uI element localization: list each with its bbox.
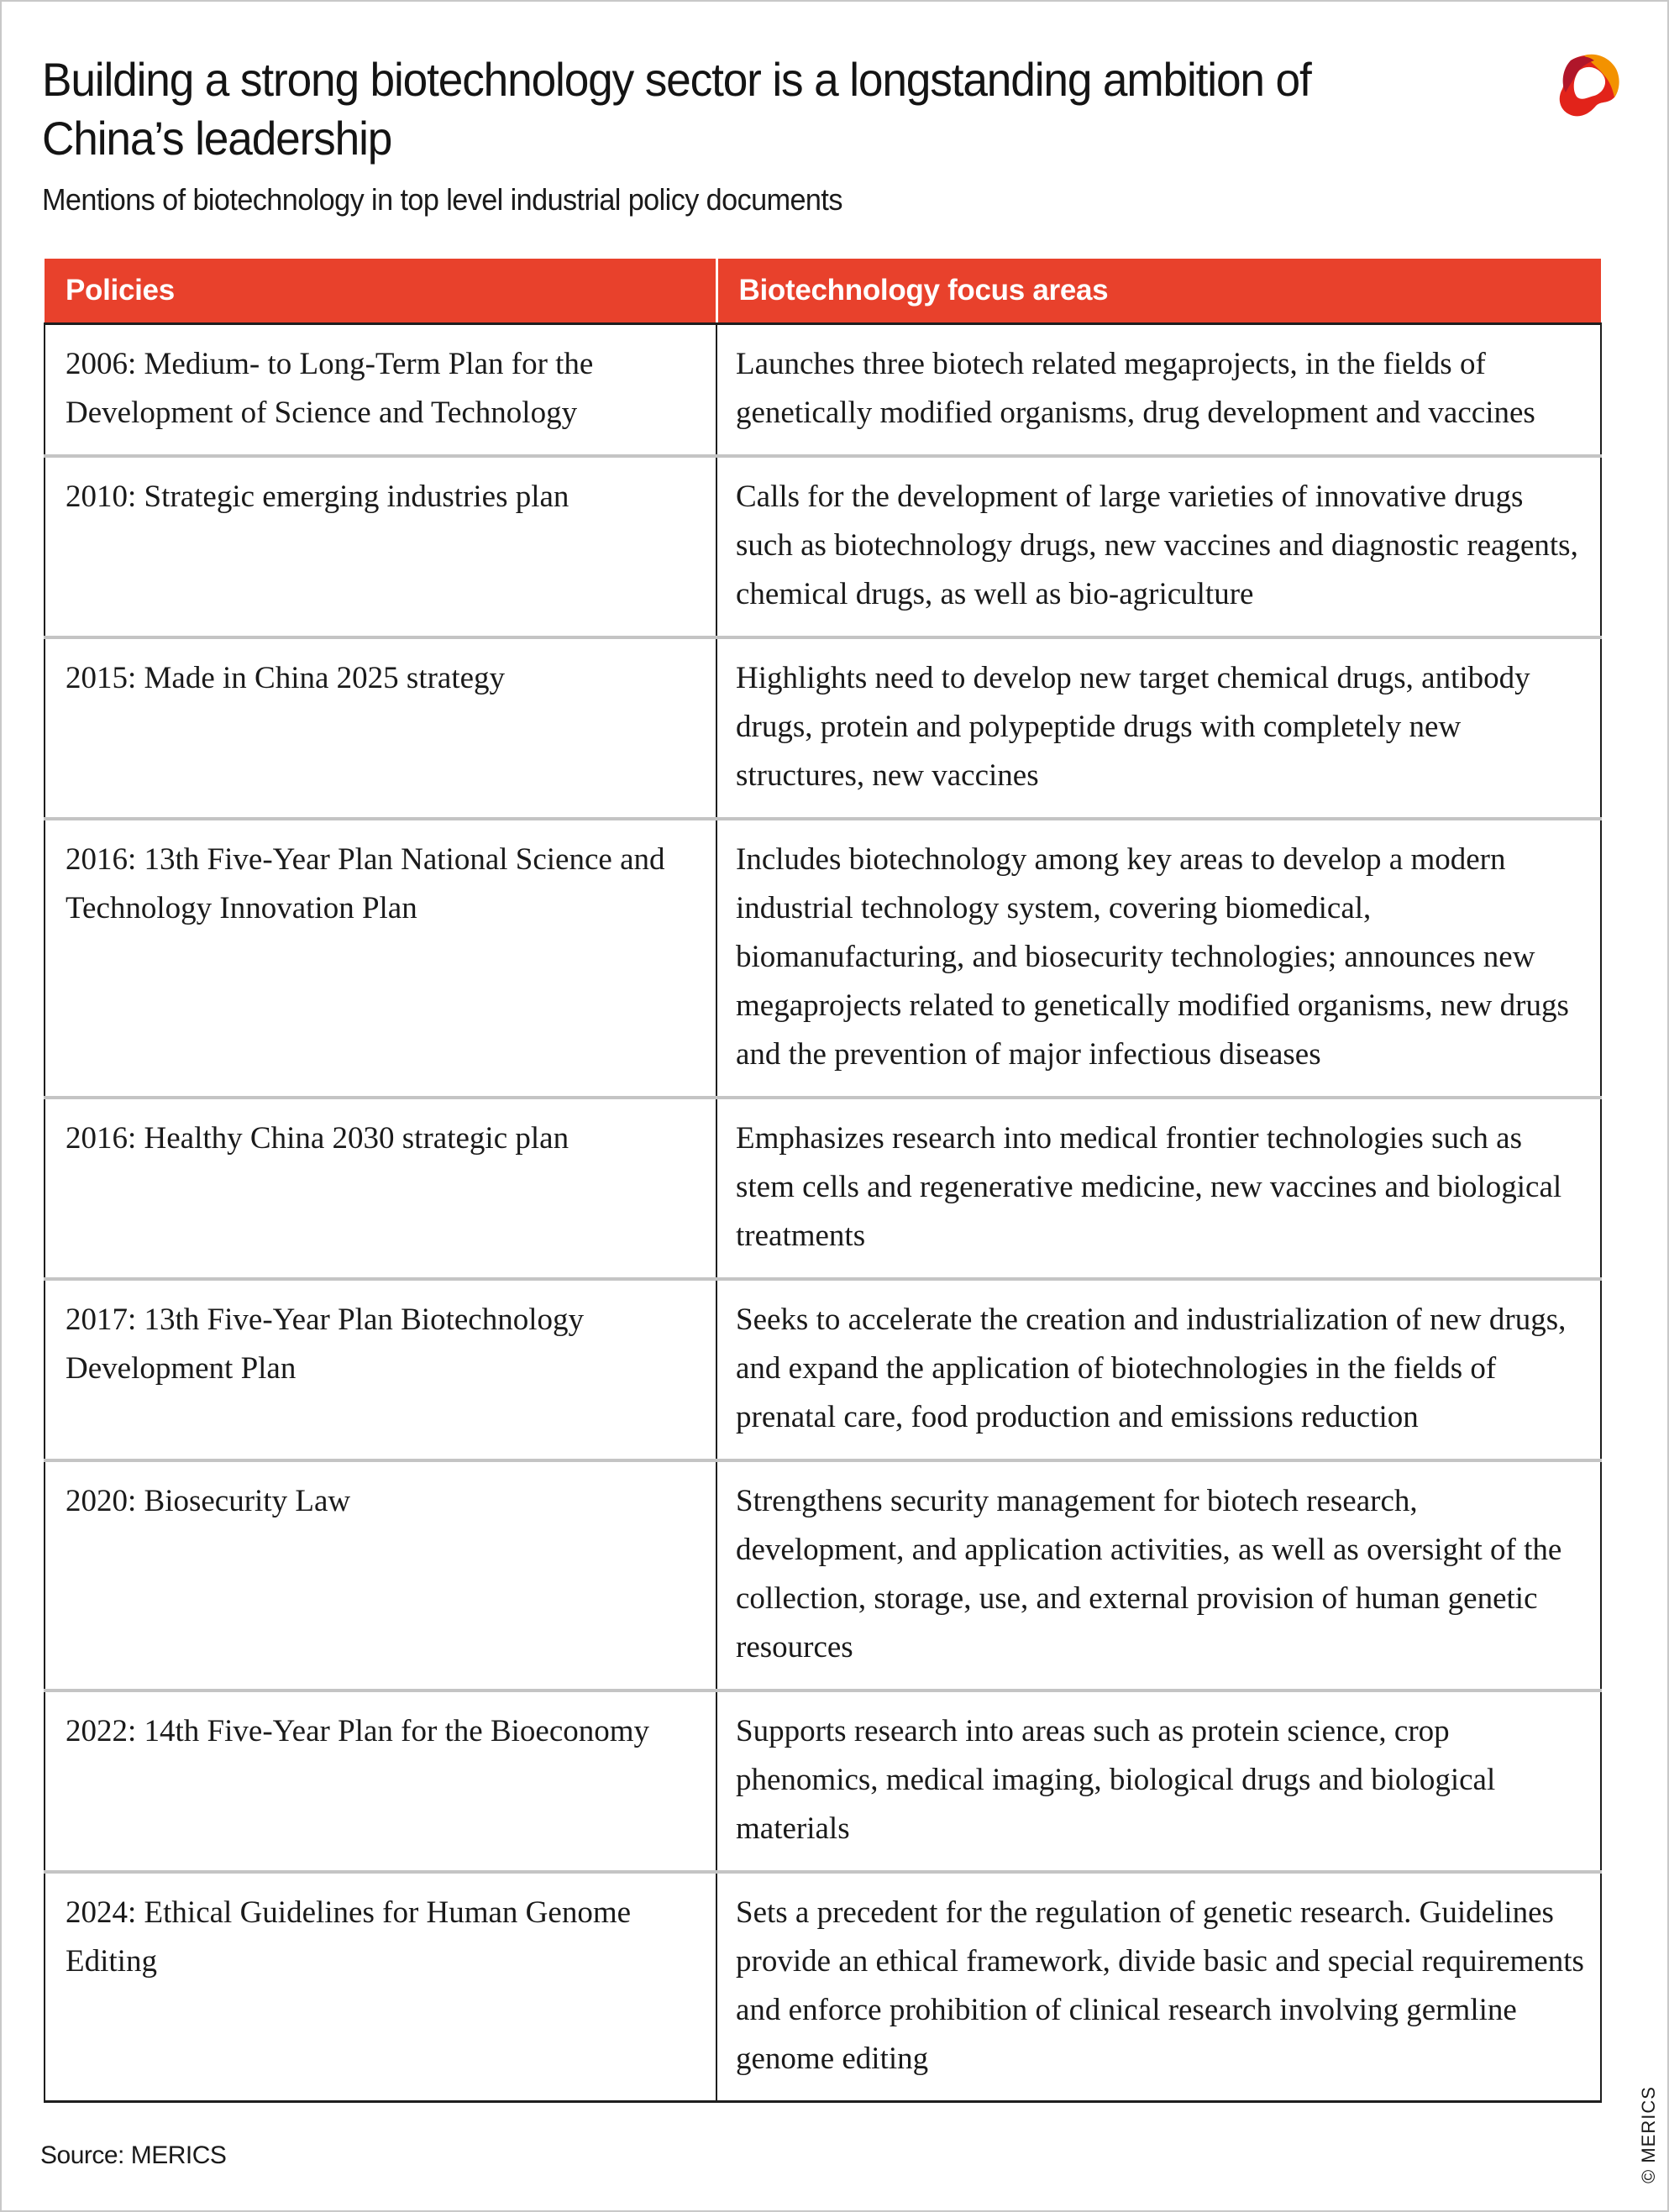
table-row [45,637,1601,819]
table-row [45,324,1601,457]
policy-cell: 2010: Strategic emerging industries plan [45,456,716,637]
merics-logo-icon [1546,42,1630,126]
table-row [45,1872,1601,2102]
table-row [45,819,1601,1098]
table-row [45,1098,1601,1279]
focus-cell: Supports research into areas such as protein science, crop phenomics, medical imaging, biological drugs and biological materials [716,1690,1601,1872]
column-header-policies: Policies [45,259,716,324]
policy-cell: 2024: Ethical Guidelines for Human Genome Editing [45,1872,716,2102]
focus-cell: Calls for the development of large varieties of innovative drugs such as biotechnology drugs, new vaccines and diagnostic reagents, chemical drugs, as well as bio-agriculture [716,456,1601,637]
page-subtitle: Mentions of biotechnology in top level industrial policy documents [42,182,842,217]
focus-cell: Strengthens security management for biotech research, development, and application activities, as well as oversight of the collection, storage, use, and external provision of human genetic resources [716,1460,1601,1690]
table-row [45,1460,1601,1690]
focus-cell: Includes biotechnology among key areas to develop a modern industrial technology system, covering biomedical, biomanufacturing, and biosecurity technologies; announces new megaprojects related to genetically modified organisms, new drugs and the prevention of major infectious diseases [716,819,1601,1098]
focus-cell: Sets a precedent for the regulation of genetic research. Guidelines provide an ethical framework, divide basic and special requirements and enforce prohibition of clinical research involving germline genome editing [716,1872,1601,2102]
focus-cell: Launches three biotech related megaprojects, in the fields of genetically modified organisms, drug development and vaccines [716,324,1601,457]
column-header-focus-areas: Biotechnology focus areas [716,259,1601,324]
policy-table [44,259,1602,2103]
focus-cell: Emphasizes research into medical frontier technologies such as stem cells and regenerative medicine, new vaccines and biological treatments [716,1098,1601,1279]
focus-cell: Highlights need to develop new target chemical drugs, antibody drugs, protein and polypeptide drugs with completely new structures, new vaccines [716,637,1601,819]
policy-cell: 2006: Medium- to Long-Term Plan for the Development of Science and Technology [45,324,716,457]
policy-cell: 2022: 14th Five-Year Plan for the Bioeconomy [45,1690,716,1872]
policy-cell: 2020: Biosecurity Law [45,1460,716,1690]
table-header-row [45,259,1601,324]
page-title: Building a strong biotechnology sector is a longstanding ambition of China’s leadership [42,53,1311,165]
policy-cell: 2016: 13th Five-Year Plan National Science and Technology Innovation Plan [45,819,716,1098]
policy-cell: 2017: 13th Five-Year Plan Biotechnology Development Plan [45,1279,716,1460]
copyright-label: © MERICS [1638,2086,1659,2183]
source-note: Source: MERICS [40,2141,227,2169]
focus-cell: Seeks to accelerate the creation and industrialization of new drugs, and expand the application of biotechnologies in the fields of prenatal care, food production and emissions reduction [716,1279,1601,1460]
table-row [45,456,1601,637]
policy-cell: 2015: Made in China 2025 strategy [45,637,716,819]
table-row [45,1690,1601,1872]
policy-cell: 2016: Healthy China 2030 strategic plan [45,1098,716,1279]
table-row [45,1279,1601,1460]
